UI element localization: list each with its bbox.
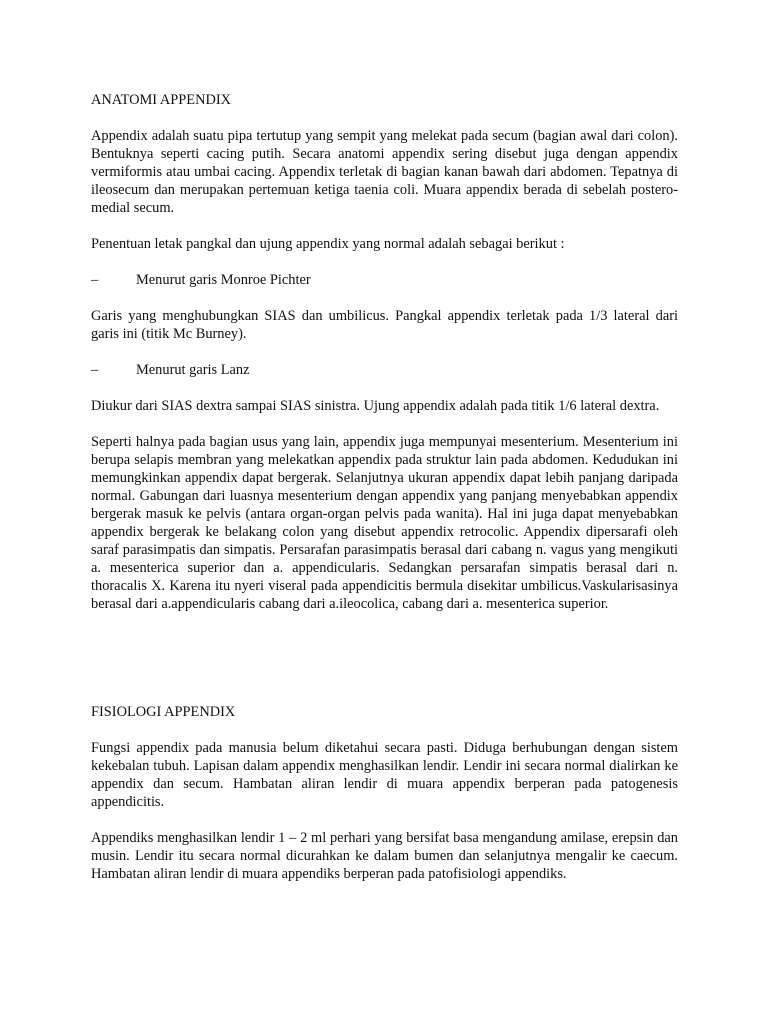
list-item-lanz xyxy=(91,361,678,379)
section-title-fisiologi: FISIOLOGI APPENDIX xyxy=(91,704,236,720)
list-item-label: Menurut garis Monroe Pichter xyxy=(136,272,311,288)
list-item-monroe-pichter xyxy=(91,271,678,289)
list-item-label: Menurut garis Lanz xyxy=(136,362,250,378)
paragraph-mesenterium: Seperti halnya pada bagian usus yang lain, appendix juga mempunyai mesenterium. Mesenterium ini berupa selapis membran yang melekatkan appendix pada struktur lain pada abdomen. Kedudukan ini memungkinkan appendix dapat bergerak. Selanjutnya ukuran appendix dapat lebih panjang daripada normal. Gabungan dari luasnya mesenterium dengan appendix yang panjang menyebabkan appendix bergerak masuk ke pelvis (antara organ-organ pelvis pada wanita). Hal ini juga dapat menyebabkan appendix bergerak ke belakang colon yang disebut appendix retrocolic. Appendix dipersarafi oleh saraf parasimpatis dan simpatis. Persarafan parasimpatis berasal dari cabang n. vagus yang mengikuti a. mesenterica superior dan a. appendicularis. Sedangkan persarafan simpatis berasal dari n. thoracalis X. Karena itu nyeri viseral pada appendicitis bermula disekitar umbilicus.Vaskularisasinya berasal dari a.appendicularis cabang dari a.ileocolica, cabang dari a. mesenterica superior. xyxy=(91,434,678,612)
paragraph-penentuan: Penentuan letak pangkal dan ujung appendix yang normal adalah sebagai berikut : xyxy=(91,236,565,252)
section-spacer xyxy=(91,631,678,703)
paragraph-definition: Appendix adalah suatu pipa tertutup yang sempit yang melekat pada secum (bagian awal dari colon). Bentuknya seperti cacing putih. Secara anatomi appendix sering disebut juga dengan appendix vermiformis atau umbai cacing. Appendix terletak di bagian kanan bawah dari abdomen. Tepatnya di ileosecum dan merupakan pertemuan ketiga taenia coli. Muara appendix berada di sebelah postero-medial secum. xyxy=(91,128,678,216)
paragraph-lendir: Appendiks menghasilkan lendir 1 – 2 ml perhari yang bersifat basa mengandung amilase, erepsin dan musin. Lendir itu secara normal dicurahkan ke dalam bumen dan selanjutnya mengalir ke caecum. Hambatan aliran lendir di muara appendiks berperan pada patofisiologi appendiks. xyxy=(91,830,678,882)
dash-bullet: – xyxy=(91,272,99,288)
dash-bullet: – xyxy=(91,362,99,378)
document-page xyxy=(91,91,678,901)
paragraph-lanz: Diukur dari SIAS dextra sampai SIAS sinistra. Ujung appendix adalah pada titik 1/6 lateral dextra. xyxy=(91,398,660,414)
paragraph-monroe-pichter: Garis yang menghubungkan SIAS dan umbilicus. Pangkal appendix terletak pada 1/3 lateral dari garis ini (titik Mc Burney). xyxy=(91,308,678,342)
section-title-anatomi: ANATOMI APPENDIX xyxy=(91,92,232,108)
paragraph-fungsi: Fungsi appendix pada manusia belum diketahui secara pasti. Diduga berhubungan dengan sistem kekebalan tubuh. Lapisan dalam appendix menghasilkan lendir. Lendir ini secara normal dialirkan ke appendix dan secum. Hambatan aliran lendir di muara appendix berperan pada patogenesis appendicitis. xyxy=(91,740,678,810)
